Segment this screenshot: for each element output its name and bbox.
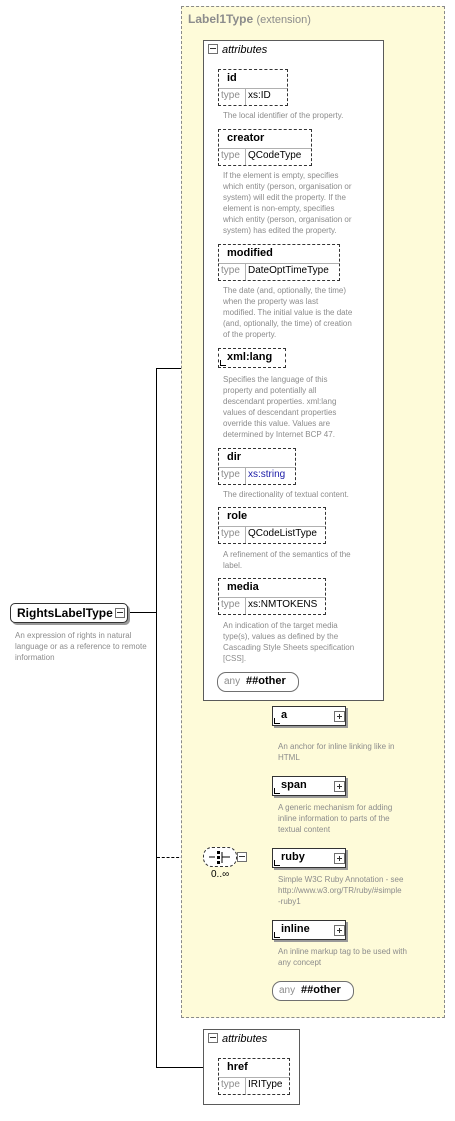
element-name: ruby (281, 851, 305, 863)
divider (245, 264, 246, 280)
root-connector (128, 612, 156, 613)
type-label: type (221, 469, 240, 480)
element-description: An anchor for inline linking like in HTML (278, 742, 395, 762)
divider (219, 1077, 289, 1078)
own-attributes-group (203, 1029, 300, 1105)
type-label: type (221, 150, 240, 161)
reference-arrow-icon (274, 860, 280, 866)
attribute-name: role (227, 510, 248, 522)
reference-arrow-icon (274, 718, 280, 724)
any-element[interactable] (272, 981, 354, 1001)
attribute-name: creator (227, 132, 265, 144)
reference-arrow-icon (220, 360, 226, 366)
base-type-title (188, 12, 311, 26)
element-description: An inline markup tag to be used with any concept (278, 947, 407, 967)
type-label: type (221, 1079, 240, 1090)
root-description: An expression of rights in natural language or as a reference to remote information (15, 631, 147, 662)
main-trunk (156, 368, 157, 1068)
divider (219, 526, 325, 527)
divider (245, 1078, 246, 1094)
divider (245, 527, 246, 543)
divider (219, 467, 295, 468)
attribute-description: A refinement of the semantics of the label. (223, 550, 351, 570)
attribute-name: media (227, 581, 259, 593)
divider (219, 148, 311, 149)
expand-icon[interactable] (334, 925, 345, 936)
element-description: Simple W3C Ruby Annotation - see http://www.w3.org/TR/ruby/#simple -ruby1 (278, 875, 404, 906)
attribute-description: Specifies the language of this property and potentially all descendant properties. xml:lang values of descendant properties override this value. Values are determined by Internet BCP 47. (223, 375, 337, 439)
attribute-type: QCodeType (248, 150, 302, 161)
element-inline[interactable] (272, 920, 346, 940)
divider (245, 598, 246, 614)
choice-cardinality: 0..∞ (211, 869, 230, 880)
attributes-header[interactable]: attributes (208, 44, 267, 56)
attribute-type: xs:string (248, 469, 286, 480)
attribute-name: xml:lang (227, 351, 273, 363)
expand-icon[interactable] (334, 711, 345, 722)
divider (245, 89, 246, 105)
attribute-description: The local identifier of the property. (223, 111, 344, 120)
choice-compositor[interactable] (203, 847, 237, 867)
type-label: type (221, 599, 240, 610)
any-keyword: any (279, 985, 296, 996)
root-element[interactable] (10, 603, 128, 623)
type-label: type (221, 528, 240, 539)
attribute-id[interactable] (218, 69, 288, 106)
divider (219, 263, 339, 264)
element-ruby[interactable] (272, 848, 346, 868)
element-name: a (281, 709, 288, 721)
element-span[interactable] (272, 776, 346, 796)
attribute-creator[interactable] (218, 129, 312, 166)
attribute-type: DateOptTimeType (248, 265, 329, 276)
attribute-description: The directionality of textual content. (223, 490, 349, 499)
any-attribute[interactable] (217, 672, 299, 692)
attribute-name: id (227, 72, 237, 84)
attribute-description: An indication of the target media type(s), values as defined by the Cascading Style Sheets specification [CSS]. (223, 621, 355, 663)
divider (219, 88, 287, 89)
any-keyword: any (224, 676, 241, 687)
attribute-description: If the element is empty, specifies which entity (person, organisation or system) will edit the property. If the element is non-empty, specifies which entity (person, organisation or system) has edited the property. (223, 171, 352, 235)
element-name: span (281, 779, 307, 791)
divider (219, 597, 325, 598)
attribute-href[interactable] (218, 1058, 290, 1095)
divider (245, 468, 246, 484)
divider (245, 149, 246, 165)
collapse-icon[interactable] (208, 1033, 218, 1043)
attribute-type: IRIType (248, 1079, 283, 1090)
type-label: type (221, 265, 240, 276)
reference-arrow-icon (274, 932, 280, 938)
root-element-name: RightsLabelType (17, 606, 113, 620)
attribute-name: modified (227, 247, 273, 259)
element-a[interactable] (272, 706, 346, 726)
base-type-name: Label1Type (188, 12, 254, 26)
attribute-xml-lang[interactable] (218, 348, 286, 368)
attribute-media[interactable] (218, 578, 326, 615)
reference-arrow-icon (274, 788, 280, 794)
attribute-name: href (227, 1061, 248, 1073)
attribute-name: dir (227, 451, 242, 463)
attribute-type: QCodeListType (248, 528, 317, 539)
attribute-role[interactable] (218, 507, 326, 544)
expand-icon[interactable] (334, 853, 345, 864)
base-type-qualifier: (extension) (256, 14, 311, 26)
choice-icon (204, 848, 236, 866)
element-name: inline (281, 923, 310, 935)
collapse-icon[interactable] (208, 44, 218, 54)
attribute-type: xs:ID (248, 90, 271, 101)
attribute-type: xs:NMTOKENS (248, 599, 318, 610)
expand-icon[interactable] (334, 781, 345, 792)
collapse-icon[interactable] (237, 852, 247, 862)
attribute-modified[interactable] (218, 244, 340, 281)
element-description: A generic mechanism for adding inline information to parts of the textual content (278, 803, 393, 834)
trunk-to-own-attributes (156, 1067, 203, 1068)
attribute-dir[interactable] (218, 448, 296, 485)
any-value: ##other (246, 675, 286, 687)
type-label: type (221, 90, 240, 101)
attributes-group (203, 40, 384, 701)
attributes-header[interactable]: attributes (208, 1033, 267, 1045)
attribute-description: The date (and, optionally, the time) when the property was last modified. The initial value is the date (and, optionally, the time) of creation of the property. (223, 286, 353, 339)
any-value: ##other (301, 984, 341, 996)
collapse-icon[interactable] (115, 608, 125, 618)
